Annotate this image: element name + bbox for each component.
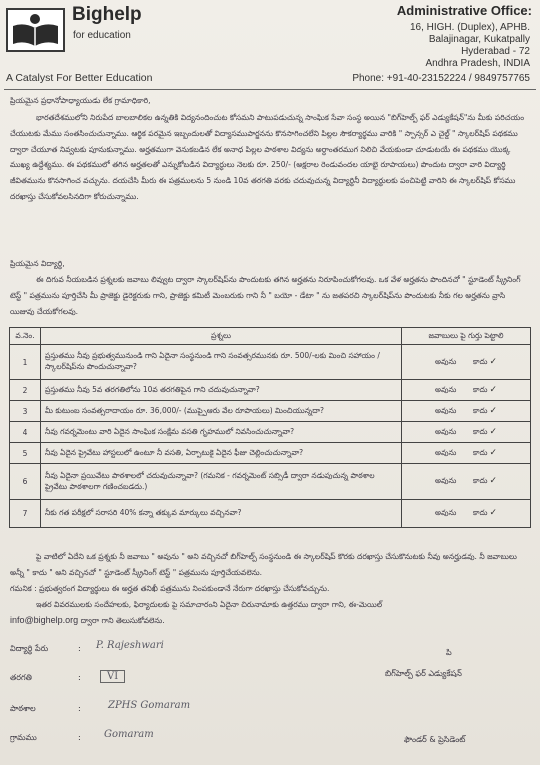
yes-option[interactable]: అవును [434,447,457,457]
brand-name: Bighelp [72,4,142,25]
village-colon: : [78,733,81,742]
address-line: 16, HIGH. (Duplex), APHB. [409,22,530,33]
email-tail: ద్వారా గాని తెలుసుకోవలెను. [80,616,165,625]
question-text: ప్రస్తుతము నీవు ప్రభుత్వమునుండి గాని ఏదైనా సంస్థనుండి గాని సంవత్సరమునకు రూ. 500/-లకు మించి సహాయం / స్కాలర్‌షిప్‌ను పొందుచున్నావా? [41,345,402,380]
office-title: Administrative Office: [396,3,532,18]
table-row [10,422,531,443]
question-text: ప్రస్తుతము నీవు 5వ తరగతిలోను 10వ తరగతిపైన గాని చదువుచున్నావా? [41,380,402,401]
class-colon: : [78,673,81,682]
checkmark-icon: ✓ [489,356,497,367]
answer-cell[interactable] [402,401,531,422]
answer-cell[interactable] [402,500,531,528]
table-row [10,443,531,464]
row-number: 5 [10,443,41,464]
email-link[interactable]: info@bighelp.org [10,615,79,625]
tagline: A Catalyst For Better Education [6,72,153,84]
row-number: 7 [10,500,41,528]
yes-option[interactable]: అవును [434,384,457,394]
no-option[interactable]: కాదు [473,447,488,457]
brand-subtitle: for education [73,30,131,41]
class-label: తరగతి [10,673,32,682]
intro-paragraph: భారతదేశములోని నిరుపేద బాలబాలికల ఉన్నతికి విద్యనందించుట కోసమని పాటుపడుచున్న సాంఘిక సేవా సంస్థ అయిన "బిగ్‌హెల్ప్ ఫర్ ఎడ్యుకేషన్"ను మీకు పరిచయం చేయుటకు మేము సంతసించుచున్నాము. ఆర్థిక పరమైన ఇబ్బందులతో విద్యాసముపార్జనను కొనసాగించలేని పిల్లల సౌకర్యార్థము వారికి " స్పాన్సర్ ఎ చైల్డ్ " స్కాలర్‌షిప్ పథకము ద్వారా చేయూత నివ్వటకు పూనుకున్నాము. అర్హతముగా వెనుకబడిన లేక అనాధ పిల్లల పాఠశాల విద్యను అర్ధాంతరముగ నిలిచి వేయకుండా చూడుటయే ఈ పథకము యొక్క ముఖ్య ఉద్దేశ్యము. ఈ పథకములో తగిన అర్హతలతో ఎన్నుకోబడిన విద్యార్ధులు నెలకు రూ. 250/- (అక్షరాల రెండువందల యాభై రూపాయలు) పొందుట ద్వారా వారి విద్యార్థి జీవితమును కొనసాగించ వచ్చును. దయచేసి మీరు ఈ పత్రములను 5 నుండి 10వ తరగతి వరకు చదువుచున్న విద్యార్థినీ విద్యార్థులకు పంచిపెట్టి వారిని ఈ స్కాలర్‌షిప్ కోసము దరఖాస్తు చేసుకోవలసినదిగా కోరుచున్నాము. [10,113,525,201]
row-number: 3 [10,401,41,422]
student-paragraph: ఈ దిగువ నీయబడిన ప్రశ్నలకు జవాబు లివ్వుట ద్వారా స్కాలర్‌షిప్‌ను పొందుటకు తగిన అర్హతను నిరూపించుకోగలవు. ఒక వేళ అర్హతను పొందినచో " స్టూడెంట్ స్క్రీనింగ్ టెస్ట్ " పత్రమును పూర్తిచేసి మీ ప్రాజెక్టు డైరెక్టరుకు గాని, ప్రాజెక్టు కమిటీ మెంబరుకు గాని నీ " బయో - డేటా " ను జతపరచి స్కాలర్‌షిప్‌ను పొందుటకు నీకు గల అర్హతను వ్రాసి యిజువు చేయకోగలవు. [10,275,521,316]
table-header-row [10,328,531,345]
name-colon: : [78,644,81,653]
question-text: నీవు ఏదైన ప్రైవేటు హాస్టలులో ఉంటూ నీ వసతి, ఏర్పాటుకై ఏదైన ఫీజు చెల్లించుచున్నావా? [41,443,402,464]
address-line: Hyderabad - 72 [461,46,530,57]
yes-option[interactable]: అవును [434,356,457,366]
signature-initial: పి [446,648,452,657]
table-row [10,380,531,401]
checkmark-icon: ✓ [489,447,497,458]
table-row [10,500,531,528]
address-line: Balajinagar, Kukatpally [428,34,530,45]
book-person-logo-icon [8,10,63,50]
no-option[interactable]: కాదు [473,356,488,366]
question-text: నీకు గత పరీక్షలో సరాసరి 40% కన్నా తక్కువ మార్కులు వచ్చినవా? [41,500,402,528]
school-colon: : [78,704,81,713]
yes-option[interactable]: అవును [434,476,457,485]
note-line: గమనిక : ప్రభుత్వరంగ విద్యార్థులు ఈ అర్హత తనిఖీ పత్రమును నింపకుండానే నేరుగా దరఖాస్తు చేసుకోవచ్చును. [10,584,330,593]
no-option[interactable]: కాదు [473,476,488,485]
school-label: పాఠశాల [10,704,36,713]
col-header-question: ప్రశ్నలు [41,328,402,345]
village-label: గ్రామము [10,733,37,742]
no-option[interactable]: కాదు [473,508,488,517]
answer-cell[interactable] [402,464,531,500]
name-label: విద్యార్థి పేరు [10,644,49,653]
yes-option[interactable]: అవును [434,508,457,517]
question-text: నీవు గవర్నమెంటు వారి ఏదైన సాంఘిక సంక్షేమ వసతి గృహములో నివసించుచున్నావా? [41,422,402,443]
designation: ఫౌండర్ & ప్రెసిడెంట్ [404,735,466,744]
answer-cell[interactable] [402,345,531,380]
header-divider [4,89,536,90]
row-number: 1 [10,345,41,380]
answer-cell[interactable] [402,380,531,401]
bighelp-logo [6,8,65,52]
no-option[interactable]: కాదు [473,405,488,415]
disqualify-paragraph: పై వాటిలో ఏదేని ఒక ప్రశ్నకు నీ జవాబు " అవును " అని వచ్చినచో బిగ్‌హెల్ప్ సంస్థనుండి ఈ స్కాలర్‌షిప్ కొరకు దరఖాస్తు చేసుకొనుటకు నీవు అనర్హుడవు. నీ జవాబులు అన్నీ " కాదు " అని వచ్చినచో " స్టూడెంట్ స్క్రీనింగ్ టెస్ట్ " పత్రమును పూర్తిచేయవలెను. [10,552,517,577]
school-field[interactable]: ZPHS Gomaram [108,700,191,711]
organization-name: బిగ్‌హెల్ప్ ఫర్ ఎడ్యుకేషన్ [385,669,462,678]
row-number: 2 [10,380,41,401]
address-line: Andhra Pradesh, INDIA [425,58,530,69]
no-option[interactable]: కాదు [473,426,488,436]
class-field[interactable]: VI [100,670,125,683]
checkmark-icon: ✓ [489,508,497,518]
salutation: ప్రియమైన ప్రధానోపాధ్యాయుడు లేక గ్రామాధికారి, [10,96,151,105]
row-number: 6 [10,464,41,500]
name-field[interactable]: P. Rajeshwari [96,640,164,651]
no-option[interactable]: కాదు [473,384,488,394]
checkmark-icon: ✓ [489,384,497,395]
table-row [10,401,531,422]
eligibility-questions-table [9,327,531,528]
contact-paragraph: ఇతర వివరములకు సందేహలకు, ఫిర్యాదులకు పై సమాచారంని ఏదైనా చిరునామాకు ఉత్తరము ద్వారా గాని, ఈ-మెయిల్ [36,600,383,609]
question-text: నీవు ఏదైనా ప్రయివేటు పాఠశాలలో చదువుచున్నావా? (గమనిక - గవర్నమెంట్ సబ్సిడీ ద్వారా నడుపుచున్న పాఠశాల ప్రైవేటు పాఠశాలగా గణించబడదు.) [41,464,402,500]
answer-cell[interactable] [402,443,531,464]
row-number: 4 [10,422,41,443]
yes-option[interactable]: అవును [434,426,457,436]
col-header-answer: జవాబులు పై గుర్తు పెట్టాలి [402,328,531,345]
table-row [10,345,531,380]
phone-line: Phone: +91-40-23152224 / 9849757765 [352,73,530,84]
question-text: మీ కుటుంబ సంవత్సరాదాయం రూ. 36,000/- (ముప్పైఆరు వేల రూపాయలు) మించియున్నదా? [41,401,402,422]
checkmark-icon: ✓ [489,476,497,486]
checkmark-icon: ✓ [489,405,497,416]
answer-cell[interactable] [402,422,531,443]
checkmark-icon: ✓ [489,426,497,437]
col-header-number: వ.నెం. [10,328,41,345]
student-salutation: ప్రియమైన విద్యార్థి, [10,259,65,268]
village-field[interactable]: Gomaram [104,729,154,740]
table-row [10,464,531,500]
yes-option[interactable]: అవును [434,405,457,415]
